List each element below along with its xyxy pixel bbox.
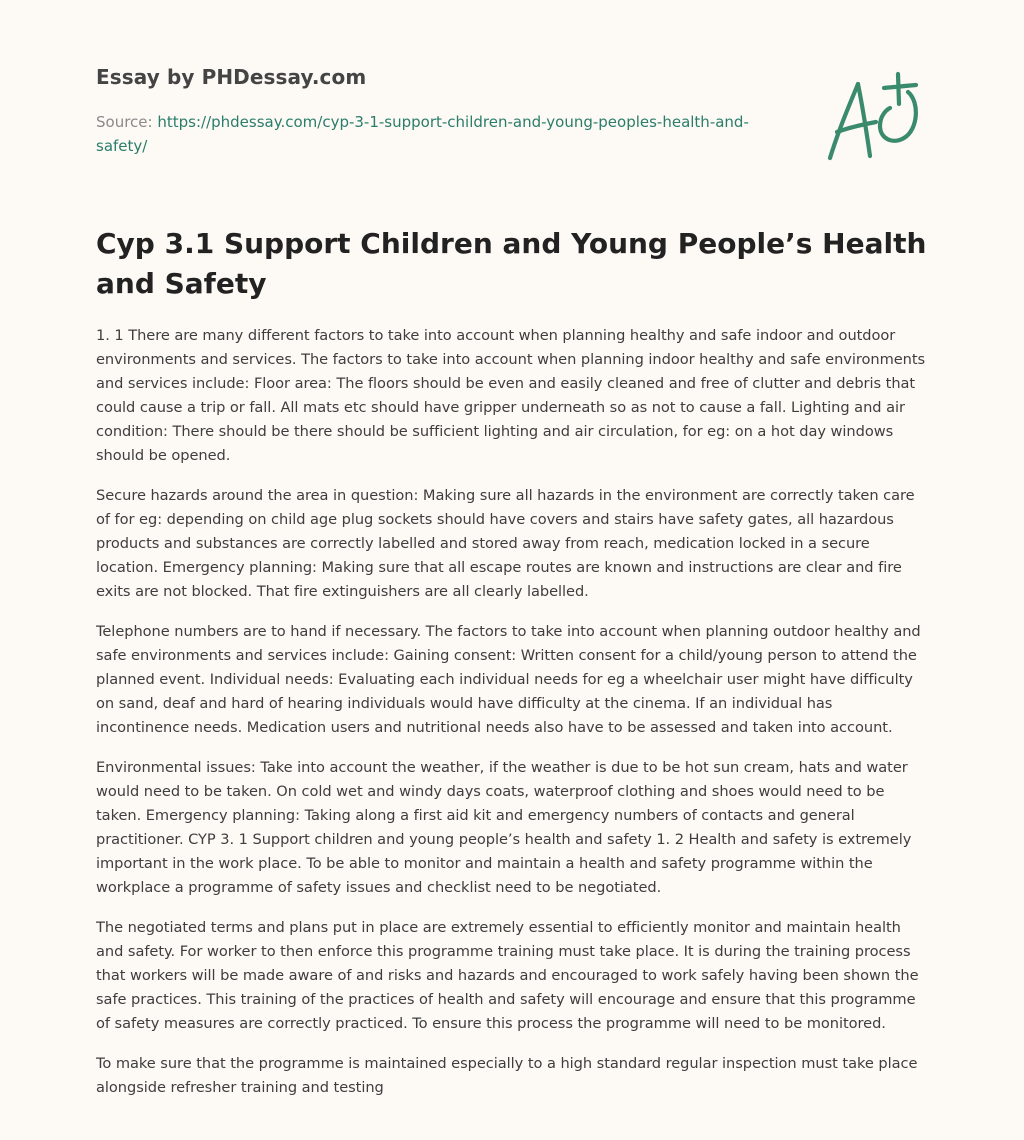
article-title: Cyp 3.1 Support Children and Young People’s Health and Safety (96, 227, 927, 300)
article-body (96, 324, 928, 1116)
paragraph: Secure hazards around the area in question: Making sure all hazards in the environment are correctly taken care of for eg: depending on child age plug sockets should have covers and stairs have safety gates, all hazardous products and substances are correctly labelled and stored away from reach, medication locked in a secure location. Emergency planning: Making sure that all escape routes are known and instructions are clear and fire exits are not blocked. That fire extinguishers are all clearly labelled. (96, 487, 915, 600)
source-label: Source: (96, 113, 153, 131)
source-line (96, 110, 756, 158)
paragraph: Environmental issues: Take into account the weather, if the weather is due to be hot sun cream, hats and water would need to be taken. On cold wet and windy days coats, waterproof clothing and shoes would need to be taken. Emergency planning: Taking along a first aid kit and emergency numbers of contacts and general practitioner. CYP 3. 1 Support children and young people’s health and safety 1. 2 Health and safety is extremely important in the work place. To be able to monitor and maintain a health and safety programme within the workplace a programme of safety issues and checklist need to be negotiated. (96, 759, 912, 896)
paragraph: The negotiated terms and plans put in place are extremely essential to efficiently monitor and maintain health and safety. For worker to then enforce this programme training must take place. It is during the training process that workers will be made aware of and risks and hazards and encouraged to work safely having been shown the safe practices. This training of the practices of health and safety will encourage and ensure that this programme of safety measures are correctly practiced. To ensure this process the programme will need to be monitored. (96, 919, 919, 1032)
source-link[interactable]: https://phdessay.com/cyp-3-1-support-children-and-young-peoples-health-and-safety/ (96, 113, 749, 155)
paragraph: Telephone numbers are to hand if necessary. The factors to take into account when planning outdoor healthy and safe environments and services include: Gaining consent: Written consent for a child/young person to attend the planned event. Individual needs: Evaluating each individual needs for eg a wheelchair user might have difficulty on sand, deaf and hard of hearing individuals would have difficulty at the cinema. If an individual has incontinence needs. Medication users and nutritional needs also have to be assessed and taken into account. (96, 623, 921, 736)
a-plus-logo-icon (824, 70, 924, 164)
site-brand: Essay by PHDessay.com (96, 65, 367, 89)
paragraph: To make sure that the programme is maintained especially to a high standard regular inspection must take place alongside refresher training and testing (96, 1055, 918, 1096)
paragraph: 1. 1 There are many different factors to take into account when planning healthy and safe indoor and outdoor environments and services. The factors to take into account when planning indoor healthy and safe environments and services include: Floor area: The floors should be even and easily cleaned and free of clutter and debris that could cause a trip or fall. All mats etc should have gripper underneath so as not to cause a fall. Lighting and air condition: There should be there should be sufficient lighting and air circulation, for eg: on a hot day windows should be opened. (96, 327, 926, 464)
